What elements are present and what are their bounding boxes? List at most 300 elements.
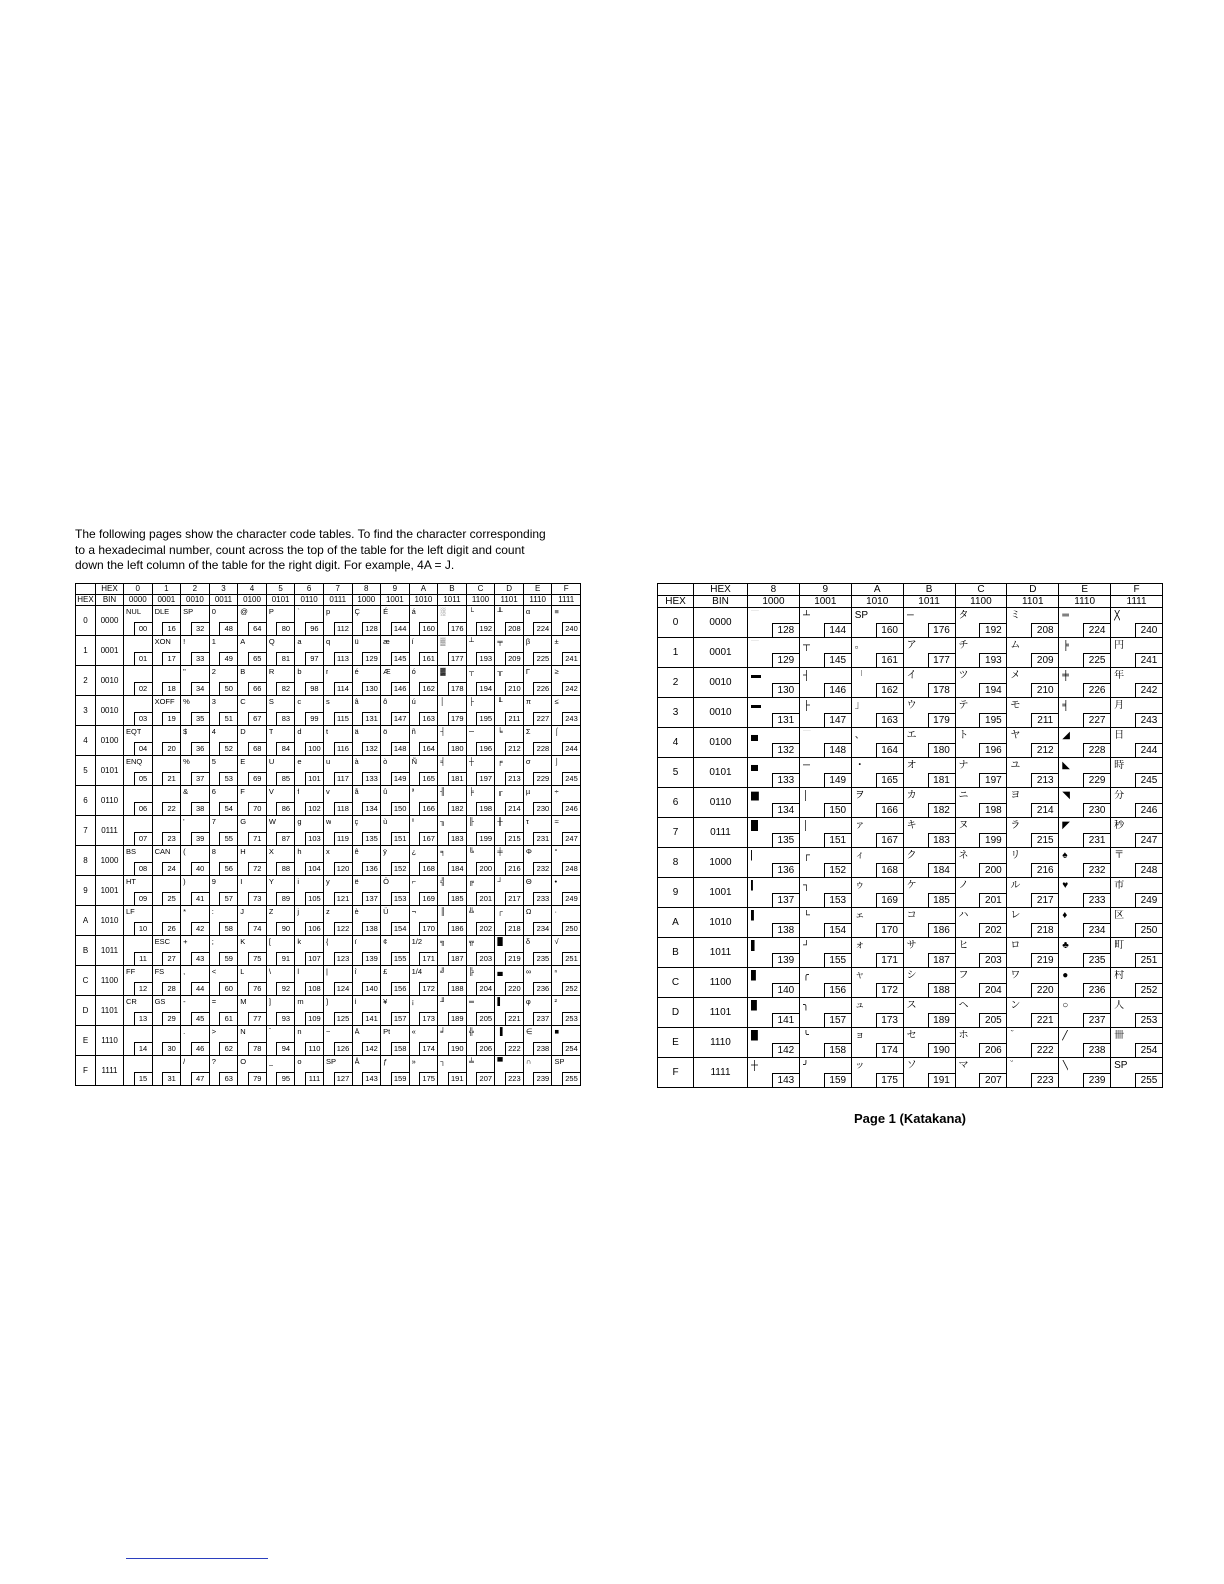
character-glyph: ╫ (497, 817, 503, 826)
code-cell (903, 878, 955, 908)
character-glyph: J (240, 907, 244, 916)
code-cell (1111, 908, 1163, 938)
character-glyph: ▓ (440, 667, 446, 676)
character-glyph: ミ (1010, 610, 1021, 621)
code-cell (438, 816, 467, 846)
table-row (658, 668, 1163, 698)
code-cell (495, 996, 524, 1026)
decimal-code: 68 (248, 742, 266, 755)
code-cell (1059, 1058, 1111, 1088)
code-cell (1007, 1028, 1059, 1058)
decimal-code: 212 (505, 742, 523, 755)
row-hex-header: 6 (658, 788, 694, 818)
code-cell (955, 1058, 1007, 1088)
decimal-code: 221 (1031, 1013, 1058, 1027)
code-cell (1111, 1058, 1163, 1088)
code-cell (266, 936, 295, 966)
header-bin-row (76, 595, 581, 606)
code-cell (209, 876, 238, 906)
character-glyph: 円 (1114, 640, 1125, 651)
character-glyph: └ (802, 910, 810, 921)
character-glyph: ú (411, 697, 416, 706)
character-glyph: ò (383, 757, 388, 766)
decimal-code: 170 (419, 922, 437, 935)
decimal-code: 141 (772, 1013, 799, 1027)
decimal-code: 142 (772, 1043, 799, 1057)
decimal-code: 42 (191, 922, 209, 935)
character-glyph: l (297, 967, 300, 976)
character-glyph: d (297, 727, 302, 736)
code-cell (903, 938, 955, 968)
row-bin-header: 0101 (96, 756, 124, 786)
code-cell (438, 756, 467, 786)
decimal-code: 235 (533, 952, 551, 965)
decimal-code: 108 (305, 982, 323, 995)
decimal-code: 184 (928, 863, 955, 877)
code-cell (552, 966, 581, 996)
decimal-code: 160 (876, 623, 903, 637)
decimal-code: 194 (476, 682, 494, 695)
character-glyph: ° (554, 847, 558, 856)
decimal-code: 174 (876, 1043, 903, 1057)
decimal-code: 73 (248, 892, 266, 905)
table-row (76, 666, 581, 696)
decimal-code: 179 (928, 713, 955, 727)
decimal-code: 190 (448, 1042, 466, 1055)
character-glyph: ó (411, 667, 416, 676)
decimal-code: 166 (419, 802, 437, 815)
character-glyph: 0 (211, 607, 216, 616)
code-cell (523, 846, 552, 876)
code-cell (1111, 788, 1163, 818)
code-cell (152, 666, 181, 696)
column-bin-header: 1010 (851, 596, 903, 608)
decimal-code: 254 (1135, 1043, 1162, 1057)
character-glyph: ² (554, 997, 557, 1006)
decimal-code: 180 (928, 743, 955, 757)
character-glyph: ス (906, 1000, 917, 1011)
decimal-code: 135 (362, 832, 380, 845)
decimal-code: 27 (162, 952, 180, 965)
code-cell (1007, 758, 1059, 788)
character-glyph: ▎ (751, 880, 759, 891)
code-cell (466, 606, 495, 636)
character-glyph: ▌ (751, 940, 759, 951)
row-bin-header: 0111 (96, 816, 124, 846)
header-hex-label: HEX (96, 584, 124, 595)
decimal-code: 61 (219, 1012, 237, 1025)
code-cell (466, 1056, 495, 1086)
code-cell (748, 668, 800, 698)
code-cell (903, 1058, 955, 1088)
code-cell (495, 876, 524, 906)
character-glyph: é (354, 667, 359, 676)
character-glyph: ク (906, 850, 917, 861)
row-bin-header: 1011 (694, 938, 748, 968)
code-cell (124, 696, 153, 726)
code-cell (903, 758, 955, 788)
character-code-table-left (75, 583, 581, 1086)
character-glyph: i (297, 877, 300, 886)
row-bin-header: 0010 (96, 666, 124, 696)
column-hex-header: D (1007, 584, 1059, 596)
decimal-code: 115 (334, 712, 352, 725)
code-cell (381, 696, 410, 726)
row-hex-label: HEX (77, 595, 94, 604)
character-glyph: B (240, 667, 246, 676)
decimal-code: 226 (533, 682, 551, 695)
decimal-code: 53 (219, 772, 237, 785)
row-bin-header: 0010 (694, 698, 748, 728)
decimal-code: 134 (362, 802, 380, 815)
code-cell (1059, 698, 1111, 728)
code-cell (381, 996, 410, 1026)
column-bin-header: 1101 (1007, 596, 1059, 608)
code-cell (495, 786, 524, 816)
code-cell (466, 966, 495, 996)
character-glyph: ヘ (958, 1000, 969, 1011)
column-hex-header: B (903, 584, 955, 596)
code-cell (381, 756, 410, 786)
decimal-code: 48 (219, 622, 237, 635)
decimal-code: 193 (476, 652, 494, 665)
code-cell (495, 816, 524, 846)
decimal-code: 186 (448, 922, 466, 935)
row-bin-header: 1111 (96, 1056, 124, 1086)
character-glyph: ャ (854, 970, 865, 981)
code-cell (1007, 968, 1059, 998)
decimal-code: 40 (191, 862, 209, 875)
character-glyph: ╬ (468, 1027, 475, 1036)
code-cell (799, 818, 851, 848)
character-glyph: ┬ (802, 640, 810, 651)
character-glyph: ム (1010, 640, 1021, 651)
code-cell (955, 848, 1007, 878)
decimal-code: 171 (419, 952, 437, 965)
character-glyph: ╘ (497, 727, 503, 736)
decimal-code: 07 (134, 832, 152, 845)
character-glyph: N (240, 1027, 246, 1036)
character-glyph: チ (958, 640, 969, 651)
decimal-code: 180 (448, 742, 466, 755)
decimal-code: 160 (419, 622, 437, 635)
decimal-code: 198 (476, 802, 494, 815)
code-cell (409, 1026, 438, 1056)
code-cell (409, 696, 438, 726)
code-cell (466, 906, 495, 936)
character-glyph: ENQ (126, 757, 143, 766)
decimal-code: 240 (1135, 623, 1162, 637)
decimal-code: 79 (248, 1072, 266, 1085)
code-cell (1059, 668, 1111, 698)
character-glyph: ö (383, 727, 388, 736)
code-cell (955, 968, 1007, 998)
code-cell (552, 666, 581, 696)
code-cell (124, 816, 153, 846)
code-cell (438, 606, 467, 636)
column-bin-header: 1010 (409, 595, 438, 606)
decimal-code: 101 (305, 772, 323, 785)
character-glyph: ╥ (497, 667, 503, 676)
character-glyph: ì (354, 997, 357, 1006)
character-glyph: メ (1010, 670, 1021, 681)
code-cell (152, 756, 181, 786)
row-hex-header: 1 (658, 638, 694, 668)
code-cell (295, 696, 324, 726)
character-glyph: ▉ (751, 1030, 759, 1041)
code-cell (903, 698, 955, 728)
decimal-code: 177 (448, 652, 466, 665)
character-glyph: 時 (1114, 760, 1125, 771)
decimal-code: 37 (191, 772, 209, 785)
code-cell (238, 816, 267, 846)
table-row (658, 998, 1163, 1028)
code-cell (851, 938, 903, 968)
code-cell (295, 936, 324, 966)
character-glyph: ォ (854, 940, 865, 951)
decimal-code: 224 (1083, 623, 1110, 637)
decimal-code: 157 (824, 1013, 851, 1027)
character-glyph: ┴ (802, 610, 810, 621)
decimal-code: 140 (772, 983, 799, 997)
character-glyph: 区 (1114, 910, 1125, 921)
code-cell (523, 606, 552, 636)
character-glyph: ä (354, 727, 359, 736)
character-glyph: ± (554, 637, 559, 646)
decimal-code: 166 (876, 803, 903, 817)
character-glyph: 卌 (1114, 1030, 1125, 1041)
decimal-code: 152 (824, 863, 851, 877)
code-cell (748, 878, 800, 908)
code-cell (381, 636, 410, 666)
decimal-code: 08 (134, 862, 152, 875)
decimal-code: 167 (419, 832, 437, 845)
decimal-code: 240 (562, 622, 580, 635)
code-cell (323, 1026, 352, 1056)
character-glyph: ├ (802, 700, 810, 711)
code-cell (748, 998, 800, 1028)
decimal-code: 91 (276, 952, 294, 965)
table-row (658, 638, 1163, 668)
code-cell (152, 906, 181, 936)
character-glyph: b (297, 667, 302, 676)
column-bin-header: 1101 (495, 595, 524, 606)
decimal-code: 202 (979, 923, 1006, 937)
decimal-code: 22 (162, 802, 180, 815)
decimal-code: 175 (419, 1072, 437, 1085)
code-cell (466, 726, 495, 756)
character-glyph: ▍ (751, 910, 759, 921)
character-glyph: HT (126, 877, 136, 886)
code-cell (851, 908, 903, 938)
column-hex-header: C (466, 584, 495, 595)
code-cell (1059, 608, 1111, 638)
character-glyph: ╨ (497, 607, 503, 616)
character-glyph: ╛ (440, 1027, 446, 1036)
decimal-code: 139 (772, 953, 799, 967)
code-cell (381, 846, 410, 876)
character-glyph: 「 (854, 670, 865, 681)
decimal-code: 251 (1135, 953, 1162, 967)
code-cell (1111, 998, 1163, 1028)
decimal-code: 133 (772, 773, 799, 787)
code-cell (1059, 878, 1111, 908)
table-row (658, 938, 1163, 968)
code-cell (209, 966, 238, 996)
decimal-code: 229 (1083, 773, 1110, 787)
decimal-code: 233 (533, 892, 551, 905)
decimal-code: 169 (876, 893, 903, 907)
code-cell (381, 1056, 410, 1086)
character-glyph: » (411, 1057, 416, 1066)
code-cell (955, 878, 1007, 908)
row-bin-header: 1001 (96, 876, 124, 906)
character-glyph: ツ (958, 670, 969, 681)
character-glyph: à (354, 757, 359, 766)
code-cell (748, 1058, 800, 1088)
code-cell (124, 786, 153, 816)
decimal-code: 191 (928, 1073, 955, 1087)
code-cell (466, 666, 495, 696)
character-glyph: j (297, 907, 300, 916)
decimal-code: 156 (824, 983, 851, 997)
character-glyph: G (240, 817, 247, 826)
character-glyph: y (325, 877, 330, 886)
code-cell (238, 786, 267, 816)
row-hex-header: 9 (76, 876, 96, 906)
character-glyph: ╞ (468, 787, 475, 796)
decimal-code: 229 (533, 772, 551, 785)
table-row (76, 966, 581, 996)
decimal-code: 163 (419, 712, 437, 725)
code-cell (409, 906, 438, 936)
character-glyph: 1 (211, 637, 216, 646)
decimal-code: 111 (305, 1072, 323, 1085)
table-row (658, 818, 1163, 848)
decimal-code: 24 (162, 862, 180, 875)
code-cell (495, 696, 524, 726)
decimal-code: 29 (162, 1012, 180, 1025)
code-cell (124, 936, 153, 966)
code-cell (323, 726, 352, 756)
character-glyph: æ (383, 637, 390, 646)
decimal-code: 175 (876, 1073, 903, 1087)
character-glyph: ▬ (751, 700, 761, 711)
character-glyph: ニ (958, 790, 969, 801)
decimal-code: 155 (824, 953, 851, 967)
code-cell (1111, 758, 1163, 788)
decimal-code: 179 (448, 712, 466, 725)
code-cell (495, 1056, 524, 1086)
decimal-code: 200 (476, 862, 494, 875)
character-glyph: ┐ (802, 880, 810, 891)
character-glyph: - (183, 997, 186, 1006)
decimal-code: 176 (928, 623, 955, 637)
decimal-code: 35 (191, 712, 209, 725)
decimal-code: 21 (162, 772, 180, 785)
decimal-code: 105 (305, 892, 323, 905)
row-bin-header: 1110 (694, 1028, 748, 1058)
character-glyph: ╩ (468, 907, 475, 916)
code-cell (152, 636, 181, 666)
code-cell (124, 966, 153, 996)
code-cell (523, 936, 552, 966)
character-glyph: ┐ (440, 1057, 446, 1066)
code-cell (409, 1056, 438, 1086)
code-cell (124, 906, 153, 936)
character-glyph: ┤ (440, 727, 446, 736)
code-cell (851, 998, 903, 1028)
character-glyph: ╟ (468, 817, 475, 826)
decimal-code: 203 (476, 952, 494, 965)
code-cell (238, 1056, 267, 1086)
row-hex-label: HEX (658, 596, 694, 608)
character-glyph: Φ (525, 847, 532, 856)
decimal-code: 03 (134, 712, 152, 725)
table-row (76, 816, 581, 846)
decimal-code: 121 (334, 892, 352, 905)
character-glyph: ユ (1010, 760, 1021, 771)
decimal-code: 116 (334, 742, 352, 755)
character-glyph: ª (411, 787, 415, 796)
character-glyph: ; (211, 937, 214, 946)
character-glyph: ╮ (802, 1000, 809, 1011)
decimal-code: 155 (391, 952, 409, 965)
character-glyph: ▄ (497, 967, 503, 976)
row-hex-header: B (76, 936, 96, 966)
decimal-code: 14 (134, 1042, 152, 1055)
code-cell (955, 668, 1007, 698)
row-bin-header: 1101 (694, 998, 748, 1028)
character-glyph: } (325, 997, 329, 1006)
decimal-code: 109 (305, 1012, 323, 1025)
decimal-code: 136 (362, 862, 380, 875)
decimal-code: 146 (391, 682, 409, 695)
decimal-code: 44 (191, 982, 209, 995)
character-glyph: 。 (854, 640, 865, 651)
character-glyph: è (354, 907, 359, 916)
code-cell (903, 908, 955, 938)
decimal-code: 77 (248, 1012, 266, 1025)
row-bin-header: 0101 (694, 758, 748, 788)
code-cell (238, 1026, 267, 1056)
decimal-code: 247 (562, 832, 580, 845)
character-glyph: ░ (440, 607, 446, 616)
code-cell (748, 1028, 800, 1058)
code-cell (181, 966, 210, 996)
character-glyph: Ö (383, 877, 389, 886)
code-cell (955, 908, 1007, 938)
code-cell (799, 728, 851, 758)
character-glyph: ョ (854, 1030, 865, 1041)
code-cell (209, 756, 238, 786)
character-glyph: ヨ (1010, 790, 1021, 801)
character-glyph: z (325, 907, 330, 916)
decimal-code: 138 (772, 923, 799, 937)
decimal-code: 130 (772, 683, 799, 697)
character-glyph: ▄ (751, 760, 759, 771)
character-glyph: Ç (354, 607, 360, 616)
character-glyph: ç (354, 817, 359, 826)
code-cell (495, 846, 524, 876)
table-row (76, 636, 581, 666)
code-cell (409, 816, 438, 846)
decimal-code: 237 (1083, 1013, 1110, 1027)
character-glyph: ■ (554, 1027, 559, 1036)
code-cell (209, 936, 238, 966)
decimal-code: 124 (334, 982, 352, 995)
code-cell (438, 726, 467, 756)
